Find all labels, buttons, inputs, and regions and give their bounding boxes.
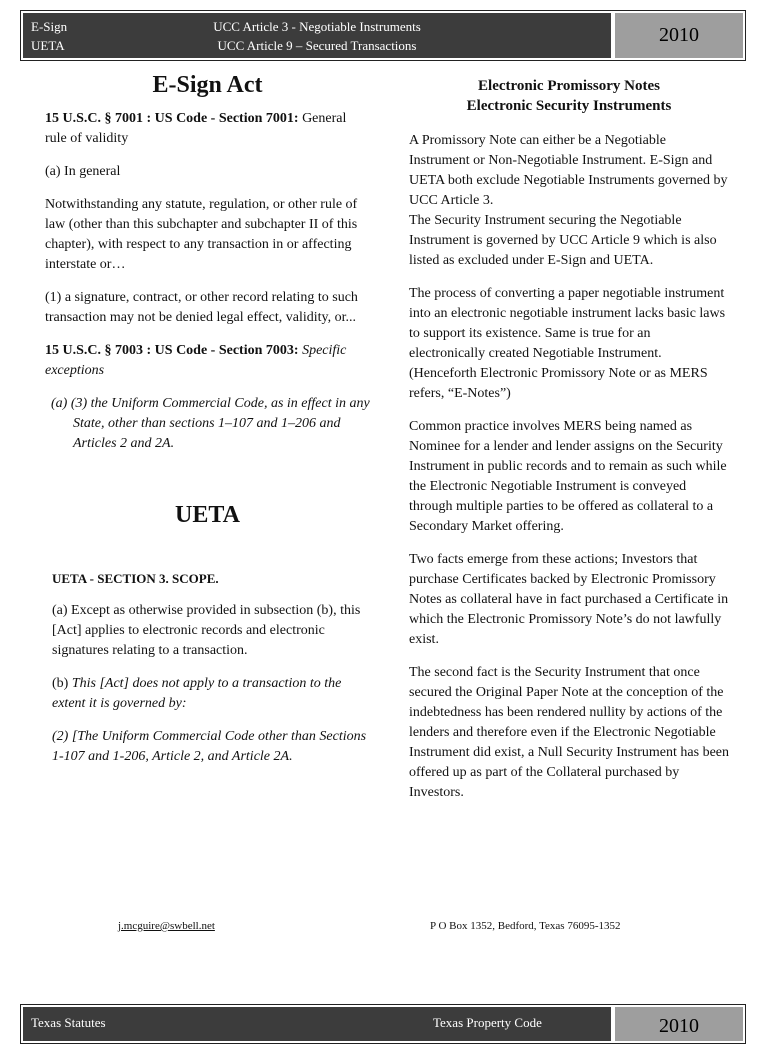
- mers-paragraph: Common practice involves MERS being named as Nominee for a lender and lender assigns on the Security Instrument in public records and to remain as such while the Electronic Negotiable Instrument is conveyed through multiple parties to be offered as collateral to a Secondary Market offering.: [409, 419, 727, 534]
- right-column: [409, 72, 729, 803]
- notwithstanding-paragraph: Notwithstanding any statute, regulation, or other rule of law (other than this subchapter and subchapter II of this chapter), with respect to any transaction in or affecting interstate or…: [45, 197, 358, 272]
- header-center-line1: UCC Article 3 - Negotiable Instruments: [213, 19, 421, 34]
- ueta-b-text: This [Act] does not apply to a transaction to the extent it is governed by:: [52, 676, 342, 711]
- section-7003-text: Specific exceptions: [45, 343, 347, 378]
- right-title-line2: Electronic Security Instruments: [466, 98, 672, 114]
- section-7001-text: General rule of validity: [45, 111, 347, 146]
- right-title-line1: Electronic Promissory Notes: [478, 78, 660, 94]
- ueta-b-paragraph: [52, 674, 370, 714]
- exception-a3: (a) (3) the Uniform Commercial Code, as in effect in any State, other than sections 1–107 and 1–206 and Articles 2 and 2A.: [51, 396, 370, 451]
- next-header-left: Texas Statutes: [31, 1015, 106, 1030]
- header-dark-band: [23, 13, 611, 58]
- header-center-line2: UCC Article 9 – Secured Transactions: [217, 38, 417, 53]
- page-header: [20, 10, 746, 61]
- header-left-line2: UETA: [31, 38, 65, 53]
- in-general: (a) In general: [45, 164, 121, 179]
- left-column: [45, 72, 370, 767]
- section-7003-label: 15 U.S.C. § 7003 : US Code - Section 7003:: [45, 343, 299, 358]
- next-page-header: [20, 1004, 746, 1044]
- security-instrument-paragraph: The Security Instrument securing the Negotiable Instrument is governed by UCC Article 9 which is also listed as excluded under E-Sign and UETA.: [409, 213, 717, 268]
- footer-email-link[interactable]: j.mcguire@swbell.net: [118, 920, 215, 932]
- footer-address: P O Box 1352, Bedford, Texas 76095-1352: [430, 920, 621, 932]
- ueta-section: [52, 569, 370, 767]
- next-header-dark-band: [23, 1007, 611, 1041]
- header-year: 2010: [615, 13, 743, 58]
- ueta-2-paragraph: (2) [The Uniform Commercial Code other than Sections 1-107 and 1-206, Article 2, and Article 2A.: [52, 729, 367, 764]
- two-facts-paragraph: Two facts emerge from these actions; Investors that purchase Certificates backed by Electronic Promissory Notes as collateral have in fact purchased a Certificate in which the Electronic Promissory Note’s do not lawfully exist.: [409, 552, 729, 647]
- section-7001-label: 15 U.S.C. § 7001 : US Code - Section 7001:: [45, 111, 299, 126]
- section-7003: [45, 341, 370, 381]
- header-left-line1: E-Sign: [31, 19, 68, 34]
- ueta-b-label: (b): [52, 676, 72, 691]
- esign-title: E-Sign Act: [152, 72, 263, 98]
- ueta-section-heading: UETA - SECTION 3. SCOPE.: [52, 571, 219, 586]
- second-fact-paragraph: The second fact is the Security Instrument that once secured the Original Paper Note at the conception of the indebtedness has been rendered nullity by actions of the lenders and therefore even if the Electronic Negotiable Instrument did exist, a Null Security Instrument has been offered up as part of the Collateral purchased by Investors.: [409, 665, 729, 800]
- section-7001: [45, 109, 370, 149]
- next-header-center: Texas Property Code: [433, 1015, 542, 1030]
- ueta-a-paragraph: (a) Except as otherwise provided in subsection (b), this [Act] applies to electronic records and electronic signatures relating to a transaction.: [52, 603, 361, 658]
- ueta-title: UETA: [175, 502, 240, 528]
- item-1-paragraph: (1) a signature, contract, or other record relating to such transaction may not be denied legal effect, validity, or...: [45, 290, 358, 325]
- conversion-paragraph: The process of converting a paper negotiable instrument into an electronic negotiable instrument lacks basic laws to support its existence. Same is true for an electronically created Negotiable Instrument. (Henceforth Electronic Promissory Note or as MERS refers, “E-Notes”): [409, 286, 726, 401]
- promissory-note-paragraph: A Promissory Note can either be a Negotiable Instrument or Non-Negotiable Instrument. E-Sign and UETA both exclude Negotiable Instruments governed by UCC Article 3.: [409, 133, 728, 208]
- next-header-year: 2010: [615, 1007, 743, 1041]
